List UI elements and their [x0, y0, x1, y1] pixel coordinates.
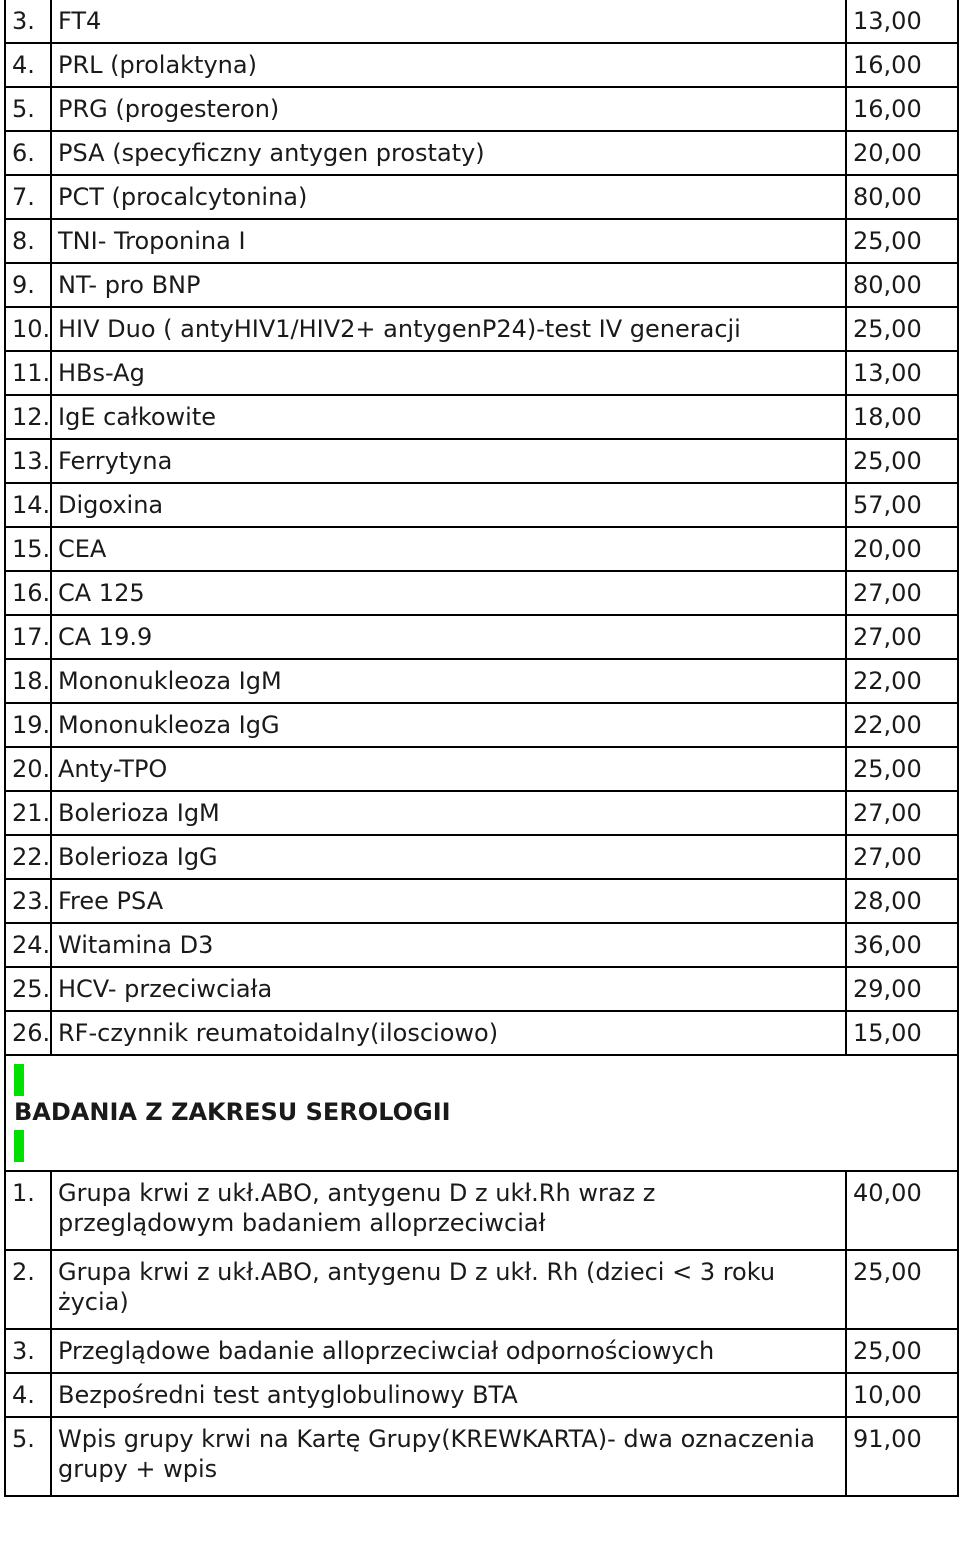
test-price: 27,00 [846, 571, 958, 615]
table-row [5, 879, 958, 923]
row-number: 26. [5, 1011, 51, 1055]
table-row [5, 307, 958, 351]
test-name: Grupa krwi z ukł.ABO, antygenu D z ukł. Rh (dzieci < 3 roku życia) [51, 1250, 846, 1329]
row-number: 1. [5, 1171, 51, 1250]
test-price: 27,00 [846, 615, 958, 659]
section-title: BADANIA Z ZAKRESU SEROLOGII [14, 1098, 451, 1126]
row-number: 20. [5, 747, 51, 791]
row-number: 3. [5, 0, 51, 43]
test-price: 25,00 [846, 439, 958, 483]
row-number: 19. [5, 703, 51, 747]
table-row [5, 131, 958, 175]
table-row [5, 219, 958, 263]
table-row [5, 395, 958, 439]
row-number: 12. [5, 395, 51, 439]
row-number: 11. [5, 351, 51, 395]
row-number: 6. [5, 131, 51, 175]
test-price: 16,00 [846, 43, 958, 87]
test-price: 22,00 [846, 659, 958, 703]
row-number: 4. [5, 43, 51, 87]
row-number: 3. [5, 1329, 51, 1373]
table-row [5, 571, 958, 615]
test-name: Bezpośredni test antyglobulinowy BTA [51, 1373, 846, 1417]
test-name: PSA (specyficzny antygen prostaty) [51, 131, 846, 175]
row-number: 5. [5, 87, 51, 131]
test-name: TNI- Troponina I [51, 219, 846, 263]
table-row [5, 1373, 958, 1417]
test-name: IgE całkowite [51, 395, 846, 439]
test-price: 25,00 [846, 219, 958, 263]
table-row [5, 439, 958, 483]
serology-section-header [4, 1056, 959, 1170]
test-price: 13,00 [846, 0, 958, 43]
test-price: 29,00 [846, 967, 958, 1011]
table-row [5, 747, 958, 791]
test-name: Wpis grupy krwi na Kartę Grupy(KREWKARTA)- dwa oznaczenia grupy + wpis [51, 1417, 846, 1496]
test-price: 22,00 [846, 703, 958, 747]
immunology-price-table [4, 0, 959, 1056]
table-row [5, 703, 958, 747]
test-name: Mononukleoza IgM [51, 659, 846, 703]
test-price: 27,00 [846, 835, 958, 879]
test-name: PRG (progesteron) [51, 87, 846, 131]
row-number: 8. [5, 219, 51, 263]
table-row [5, 263, 958, 307]
table-row [5, 351, 958, 395]
test-name: Mononukleoza IgG [51, 703, 846, 747]
table-row [5, 43, 958, 87]
row-number: 10. [5, 307, 51, 351]
test-price: 57,00 [846, 483, 958, 527]
row-number: 9. [5, 263, 51, 307]
test-price: 25,00 [846, 307, 958, 351]
test-price: 25,00 [846, 1250, 958, 1329]
test-price: 18,00 [846, 395, 958, 439]
test-price: 13,00 [846, 351, 958, 395]
test-name: RF-czynnik reumatoidalny(ilosciowo) [51, 1011, 846, 1055]
test-price: 80,00 [846, 175, 958, 219]
table-row [5, 483, 958, 527]
test-name: PRL (prolaktyna) [51, 43, 846, 87]
test-price: 15,00 [846, 1011, 958, 1055]
table-row [5, 0, 958, 43]
table-row [5, 791, 958, 835]
test-name: Ferrytyna [51, 439, 846, 483]
table-row [5, 1011, 958, 1055]
row-number: 14. [5, 483, 51, 527]
row-number: 7. [5, 175, 51, 219]
test-price: 80,00 [846, 263, 958, 307]
table-row [5, 659, 958, 703]
test-name: NT- pro BNP [51, 263, 846, 307]
test-name: HBs-Ag [51, 351, 846, 395]
row-number: 21. [5, 791, 51, 835]
table-row [5, 615, 958, 659]
row-number: 24. [5, 923, 51, 967]
serology-price-table [4, 1170, 959, 1497]
test-price: 20,00 [846, 131, 958, 175]
test-name: PCT (procalcytonina) [51, 175, 846, 219]
test-name: Bolerioza IgM [51, 791, 846, 835]
test-name: FT4 [51, 0, 846, 43]
row-number: 25. [5, 967, 51, 1011]
row-number: 15. [5, 527, 51, 571]
table-row [5, 923, 958, 967]
section-marker-bottom [14, 1130, 24, 1162]
table-row [5, 87, 958, 131]
test-name: Free PSA [51, 879, 846, 923]
row-number: 16. [5, 571, 51, 615]
test-name: CA 19.9 [51, 615, 846, 659]
table-row [5, 967, 958, 1011]
test-name: CA 125 [51, 571, 846, 615]
table-row [5, 835, 958, 879]
test-name: Przeglądowe badanie alloprzeciwciał odpornościowych [51, 1329, 846, 1373]
test-price: 27,00 [846, 791, 958, 835]
test-price: 10,00 [846, 1373, 958, 1417]
table-row [5, 527, 958, 571]
table-row [5, 1417, 958, 1496]
row-number: 2. [5, 1250, 51, 1329]
test-price: 40,00 [846, 1171, 958, 1250]
section-marker-top [14, 1064, 24, 1096]
test-price: 91,00 [846, 1417, 958, 1496]
test-price: 25,00 [846, 747, 958, 791]
table-row [5, 1171, 958, 1250]
test-price: 20,00 [846, 527, 958, 571]
test-price: 36,00 [846, 923, 958, 967]
test-name: HIV Duo ( antyHIV1/HIV2+ antygenP24)-test IV generacji [51, 307, 846, 351]
row-number: 23. [5, 879, 51, 923]
test-price: 28,00 [846, 879, 958, 923]
row-number: 22. [5, 835, 51, 879]
test-name: HCV- przeciwciała [51, 967, 846, 1011]
test-name: Anty-TPO [51, 747, 846, 791]
table-row [5, 1250, 958, 1329]
test-price: 25,00 [846, 1329, 958, 1373]
table-row [5, 1329, 958, 1373]
row-number: 13. [5, 439, 51, 483]
row-number: 4. [5, 1373, 51, 1417]
test-name: Grupa krwi z ukł.ABO, antygenu D z ukł.Rh wraz z przeglądowym badaniem alloprzeciwciał [51, 1171, 846, 1250]
test-name: Bolerioza IgG [51, 835, 846, 879]
row-number: 18. [5, 659, 51, 703]
row-number: 5. [5, 1417, 51, 1496]
row-number: 17. [5, 615, 51, 659]
test-price: 16,00 [846, 87, 958, 131]
table-row [5, 175, 958, 219]
test-name: CEA [51, 527, 846, 571]
test-name: Digoxina [51, 483, 846, 527]
test-name: Witamina D3 [51, 923, 846, 967]
